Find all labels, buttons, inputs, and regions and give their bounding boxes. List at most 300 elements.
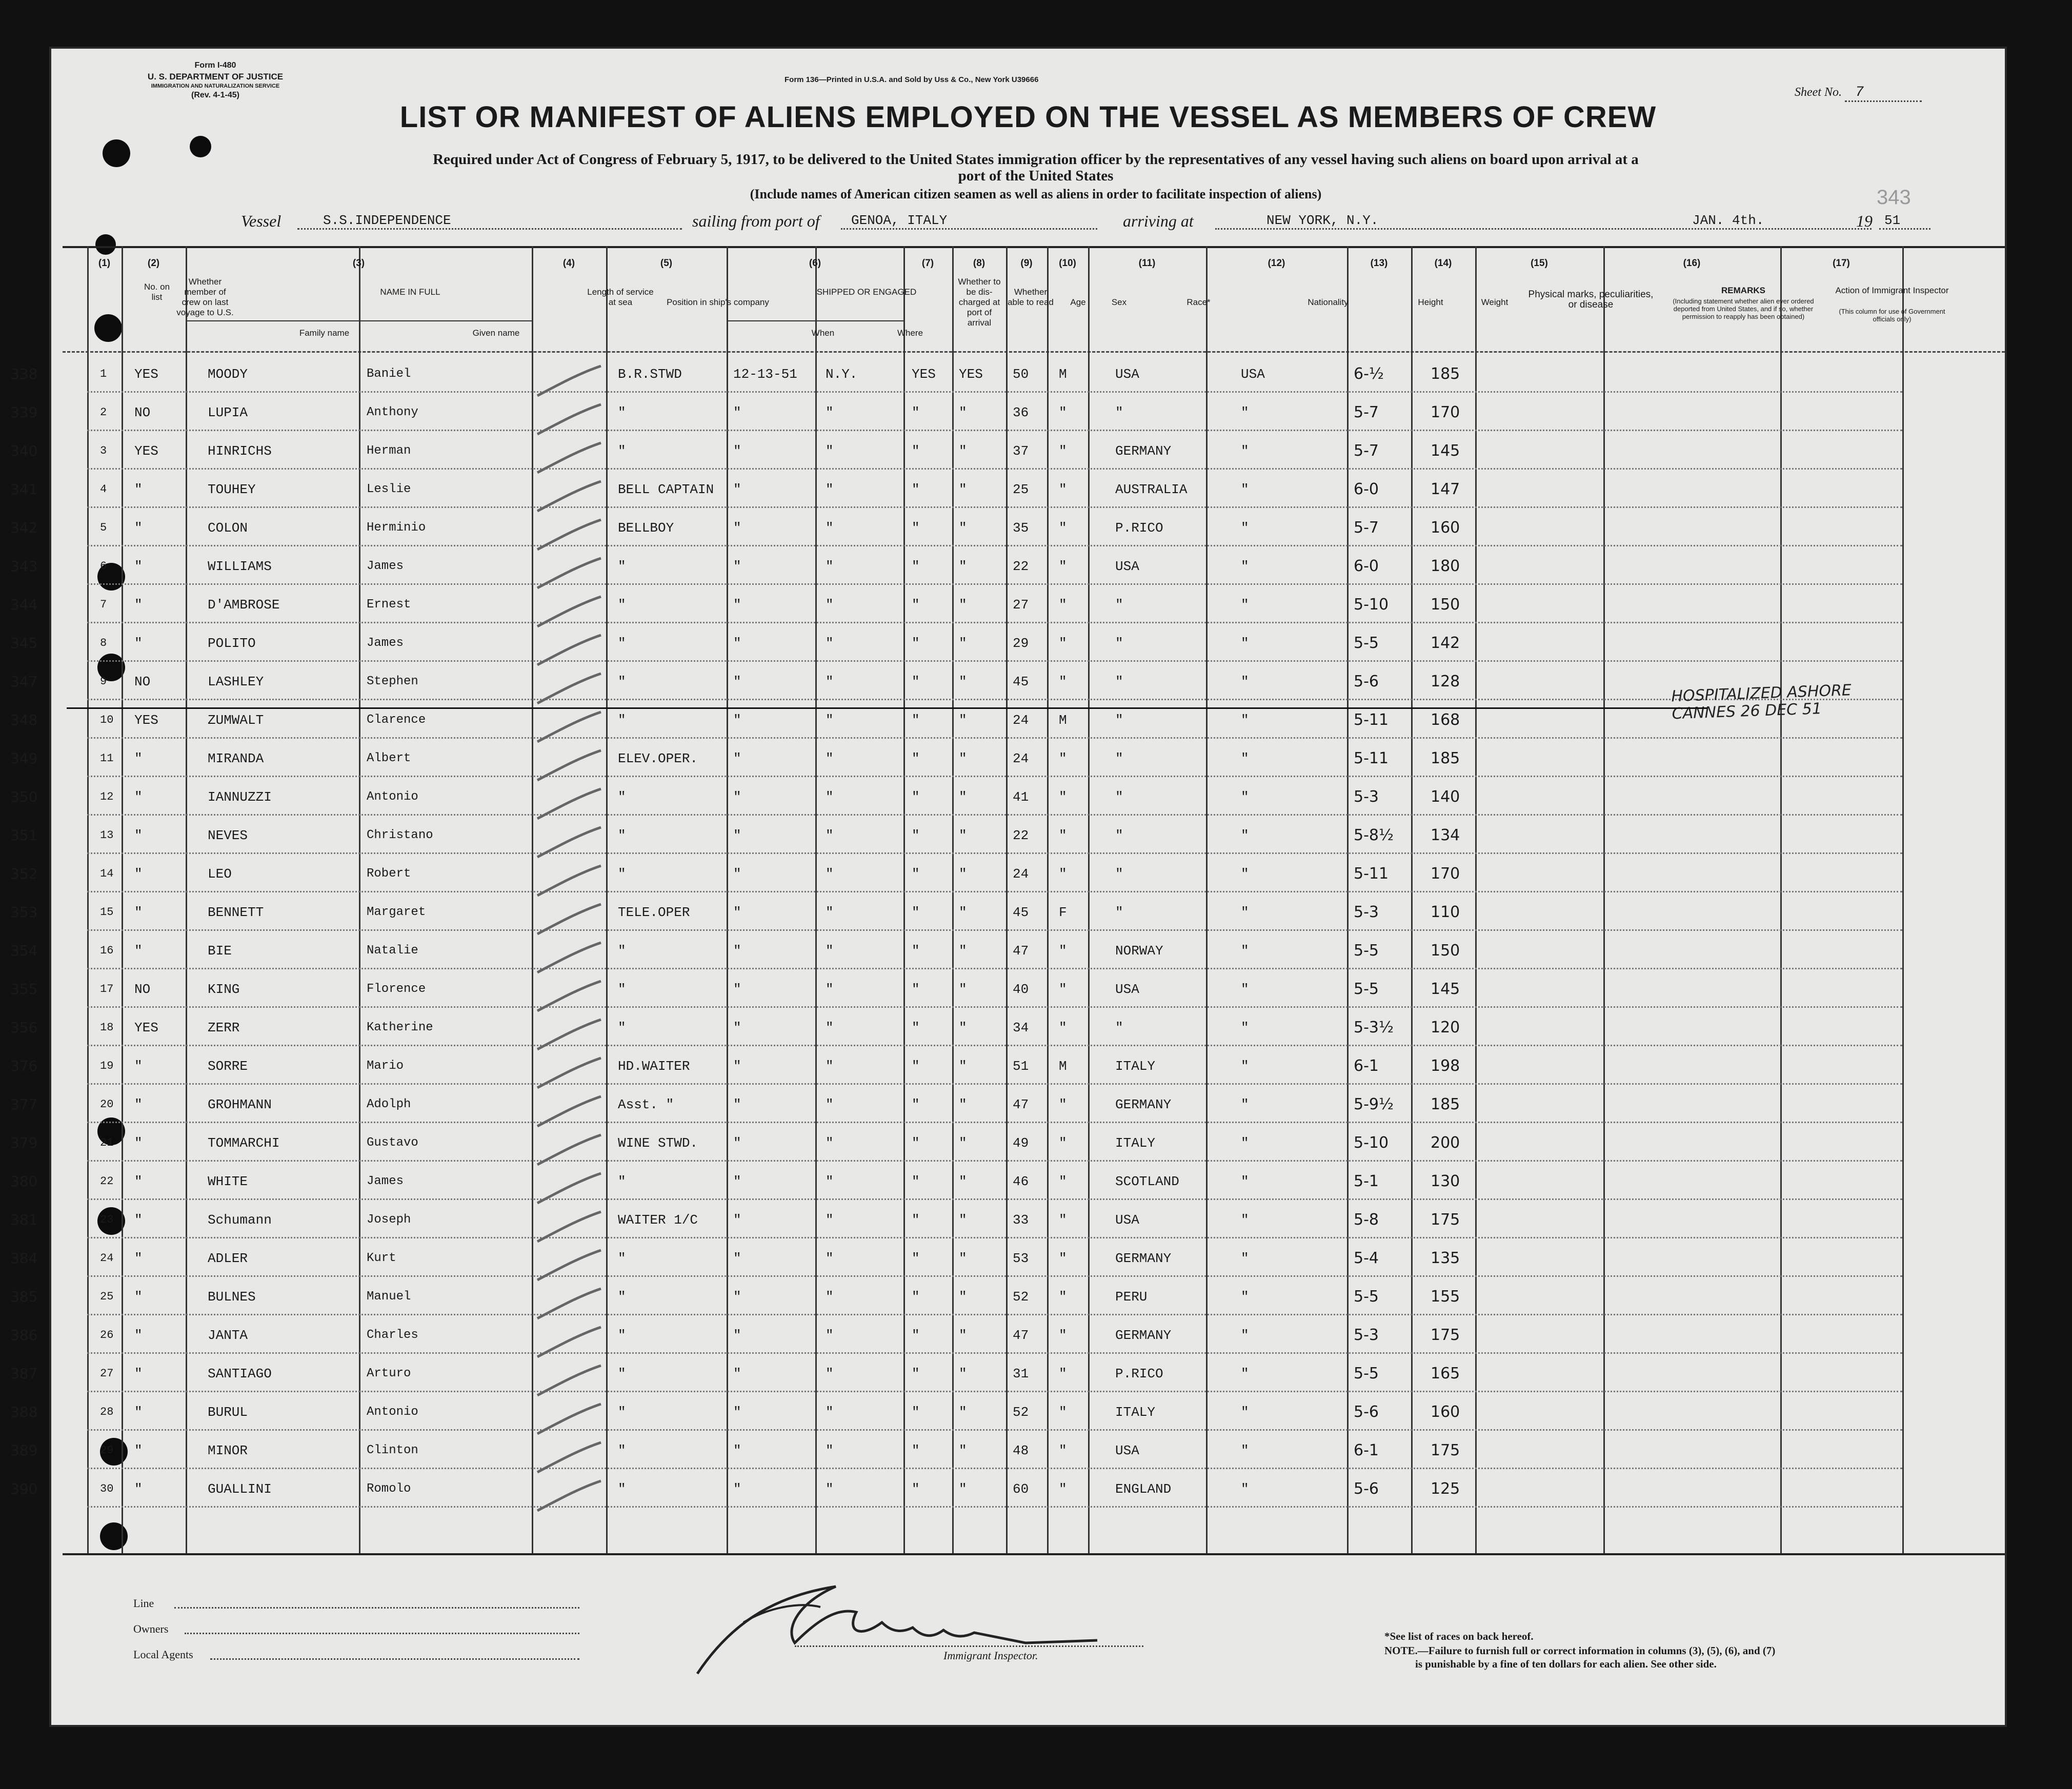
arriving-label: arriving at: [1123, 212, 1194, 230]
cell-left-index: 377: [10, 1096, 38, 1113]
cell-race: ": [1115, 636, 1123, 651]
stamp-number: 343: [1877, 186, 1911, 209]
races-note: *See list of races on back hereof.: [1384, 1630, 1534, 1642]
sheet-label: [1795, 85, 1922, 102]
cell-given-name: Adolph: [367, 1097, 411, 1111]
cell-crew-last-voyage: ": [134, 751, 143, 766]
cell-race: USA: [1115, 982, 1139, 997]
cell-crew-last-voyage: ": [134, 482, 143, 497]
cell-row-number: 7: [100, 598, 107, 611]
cell-given-name: Charles: [367, 1328, 418, 1342]
cell-weight: 145: [1431, 442, 1460, 460]
cell-position: ": [618, 1289, 626, 1305]
cell-shipped-where: ": [826, 751, 834, 766]
cell-weight: 140: [1431, 788, 1460, 806]
cell-able-to-read: ": [959, 789, 967, 805]
col-height: Height: [1418, 297, 1443, 307]
cell-given-name: Florence: [367, 982, 426, 996]
cell-given-name: Margaret: [367, 905, 426, 919]
cell-shipped-where: ": [826, 1443, 834, 1458]
cell-position: BELL CAPTAIN: [618, 482, 714, 497]
cell-race: ": [1115, 1020, 1123, 1035]
cell-shipped-when: ": [733, 1212, 741, 1228]
cell-discharged: ": [912, 1020, 920, 1035]
cell-row-number: 6: [100, 560, 107, 573]
service-stroke: [537, 750, 601, 780]
cell-row-number: 12: [100, 790, 114, 803]
service-stroke: [537, 520, 601, 550]
column-number: (13): [1370, 258, 1388, 269]
cell-race: GERMANY: [1115, 1097, 1172, 1112]
cell-race: P.RICO: [1115, 1366, 1163, 1381]
cell-shipped-where: ": [826, 789, 834, 805]
footer-line-label: Line: [133, 1597, 154, 1610]
cell-discharged: ": [912, 1405, 920, 1420]
inspector-field: [795, 1645, 1143, 1647]
cell-row-number: 1: [100, 368, 107, 380]
cell-height: 5-10: [1354, 596, 1389, 614]
cell-height: 5-6: [1354, 1403, 1379, 1421]
cell-shipped-when: ": [733, 1405, 741, 1420]
service-stroke: [537, 674, 601, 703]
subtitle: [164, 151, 1907, 202]
cell-row-number: 13: [100, 829, 114, 842]
cell-given-name: Mario: [367, 1059, 404, 1073]
punch-hole: [103, 139, 130, 167]
cell-discharged: ": [912, 1366, 920, 1381]
cell-row-number: 28: [100, 1406, 114, 1418]
cell-height: 5-11: [1354, 865, 1389, 883]
service-stroke: [537, 789, 601, 819]
cell-family-name: GROHMANN: [208, 1097, 272, 1112]
cell-weight: 175: [1431, 1211, 1460, 1229]
table-row: [10, 788, 2005, 828]
cell-age: 53: [1013, 1251, 1029, 1266]
service-stroke: [537, 1212, 601, 1242]
cell-row-number: 15: [100, 906, 114, 919]
col-crew-last-voyage: Whether member of crew on last voyage to U.S.: [176, 277, 234, 317]
cell-nationality: ": [1241, 1251, 1249, 1266]
cell-family-name: KING: [208, 982, 240, 997]
cell-shipped-where: ": [826, 1212, 834, 1228]
cell-race: USA: [1115, 367, 1139, 382]
cell-family-name: WHITE: [208, 1174, 248, 1189]
cell-given-name: Clarence: [367, 713, 426, 727]
cell-race: ITALY: [1115, 1059, 1156, 1074]
punch-hole: [95, 234, 116, 255]
cell-shipped-where: ": [826, 443, 834, 459]
cell-age: 24: [1013, 713, 1029, 728]
col-weight: Weight: [1481, 297, 1508, 307]
cell-age: 36: [1013, 405, 1029, 420]
cell-nationality: ": [1241, 1097, 1249, 1112]
cell-position: ": [618, 1405, 626, 1420]
cell-shipped-where: ": [826, 1289, 834, 1305]
col-family-name: Family name: [299, 328, 350, 338]
cell-left-index: 384: [10, 1250, 38, 1267]
cell-able-to-read: ": [959, 559, 967, 574]
cell-weight: 130: [1431, 1172, 1460, 1190]
table-row: [10, 1441, 2005, 1481]
cell-family-name: D'AMBROSE: [208, 597, 280, 613]
cell-able-to-read: ": [959, 1097, 967, 1112]
cell-weight: 160: [1431, 519, 1460, 537]
service-stroke: [537, 481, 601, 511]
cell-crew-last-voyage: ": [134, 1366, 143, 1381]
cell-crew-last-voyage: YES: [134, 1020, 158, 1035]
cell-able-to-read: ": [959, 751, 967, 766]
cell-height: 5-3½: [1354, 1019, 1394, 1036]
cell-position: ": [618, 982, 626, 997]
cell-age: 50: [1013, 367, 1029, 382]
cell-family-name: SORRE: [208, 1059, 248, 1074]
cell-shipped-when: ": [733, 1289, 741, 1305]
column-number: (9): [1020, 258, 1033, 269]
cell-discharged: ": [912, 1212, 920, 1228]
cell-position: ": [618, 1251, 626, 1266]
cell-shipped-when: ": [733, 597, 741, 613]
cell-shipped-when: ": [733, 1328, 741, 1343]
cell-weight: 125: [1431, 1480, 1460, 1498]
cell-weight: 135: [1431, 1249, 1460, 1267]
col-where: Where: [897, 328, 923, 338]
cell-given-name: Anthony: [367, 405, 418, 419]
cell-able-to-read: ": [959, 943, 967, 959]
service-mark: [533, 1440, 605, 1476]
cell-age: 29: [1013, 636, 1029, 651]
inspector-label: Immigrant Inspector.: [943, 1649, 1038, 1662]
cell-left-index: 389: [10, 1442, 38, 1459]
punch-hole: [100, 1522, 128, 1550]
cell-able-to-read: ": [959, 482, 967, 497]
cell-discharged: ": [912, 597, 920, 613]
cell-race: ": [1115, 828, 1123, 843]
cell-sex: ": [1059, 789, 1067, 805]
cell-position: ": [618, 1443, 626, 1458]
cell-age: 35: [1013, 520, 1029, 536]
service-mark: [533, 595, 605, 631]
cell-age: 24: [1013, 866, 1029, 882]
cell-left-index: 387: [10, 1365, 38, 1382]
cell-age: 33: [1013, 1212, 1029, 1228]
cell-left-index: 355: [10, 981, 38, 998]
cell-family-name: HINRICHS: [208, 443, 272, 459]
cell-crew-last-voyage: ": [134, 1059, 143, 1074]
cell-race: USA: [1115, 1212, 1139, 1228]
col-remarks: REMARKS: [1721, 286, 1765, 295]
cell-position: ": [618, 674, 626, 689]
table-row: [10, 1326, 2005, 1366]
cell-shipped-when: ": [733, 1443, 741, 1458]
cell-nationality: ": [1241, 1481, 1249, 1497]
cell-given-name: Natalie: [367, 944, 418, 958]
cell-crew-last-voyage: ": [134, 1289, 143, 1305]
cell-given-name: Katherine: [367, 1021, 433, 1034]
table-row: [10, 865, 2005, 905]
cell-height: 6-0: [1354, 480, 1379, 498]
cell-weight: 128: [1431, 673, 1460, 690]
cell-shipped-where: ": [826, 405, 834, 420]
cell-shipped-when: ": [733, 636, 741, 651]
cell-age: 51: [1013, 1059, 1029, 1074]
column-number: (4): [562, 258, 575, 269]
cell-discharged: ": [912, 674, 920, 689]
cell-shipped-where: ": [826, 1059, 834, 1074]
cell-left-index: 347: [10, 673, 38, 690]
footer-agents-label: Local Agents: [133, 1648, 193, 1661]
cell-left-index: 353: [10, 904, 38, 921]
cell-able-to-read: ": [959, 1059, 967, 1074]
cell-height: 6-0: [1354, 557, 1379, 575]
cell-crew-last-voyage: ": [134, 1212, 143, 1228]
cell-row-number: 26: [100, 1329, 114, 1341]
cell-shipped-when: ": [733, 982, 741, 997]
cell-position: ": [618, 1366, 626, 1381]
col-physical: Physical marks, peculiarities, or disease: [1528, 289, 1654, 310]
cell-height: 5-6: [1354, 1480, 1379, 1498]
service-mark: [533, 748, 605, 784]
cell-sex: ": [1059, 1328, 1067, 1343]
cell-position: ": [618, 713, 626, 728]
form-info: [133, 60, 297, 101]
cell-race: SCOTLAND: [1115, 1174, 1179, 1189]
cell-nationality: ": [1241, 943, 1249, 959]
cell-row-number: 23: [100, 1213, 114, 1226]
footer-owners-label: Owners: [133, 1622, 169, 1635]
cell-shipped-when: ": [733, 1097, 741, 1112]
cell-nationality: ": [1241, 674, 1249, 689]
cell-left-index: 381: [10, 1211, 38, 1228]
cell-nationality: ": [1241, 1212, 1249, 1228]
service-stroke: [537, 943, 601, 972]
cell-able-to-read: ": [959, 1212, 967, 1228]
table-row: [10, 596, 2005, 636]
cell-given-name: James: [367, 1174, 404, 1188]
cell-shipped-when: ": [733, 405, 741, 420]
cell-family-name: NEVES: [208, 828, 248, 843]
cell-able-to-read: ": [959, 982, 967, 997]
cell-sex: ": [1059, 636, 1067, 651]
vessel-name: S.S.INDEPENDENCE: [297, 213, 682, 230]
column-number: (16): [1683, 258, 1701, 269]
cell-height: 6-1: [1354, 1441, 1379, 1459]
cell-family-name: MINOR: [208, 1443, 248, 1458]
cell-nationality: ": [1241, 1135, 1249, 1151]
cell-row-number: 18: [100, 1021, 114, 1034]
department: U. S. DEPARTMENT OF JUSTICE: [147, 72, 284, 82]
cell-given-name: James: [367, 559, 404, 573]
cell-left-index: 338: [10, 365, 38, 382]
cell-race: ": [1115, 405, 1123, 420]
cell-discharged: ": [912, 789, 920, 805]
cell-given-name: Manuel: [367, 1290, 411, 1304]
cell-shipped-when: ": [733, 828, 741, 843]
table-row: [10, 1403, 2005, 1443]
cell-row-number: 21: [100, 1136, 114, 1149]
cell-nationality: ": [1241, 405, 1249, 420]
cell-crew-last-voyage: YES: [134, 367, 158, 382]
cell-sex: ": [1059, 1097, 1067, 1112]
cell-height: 5-1: [1354, 1172, 1379, 1190]
service-mark: [533, 1171, 605, 1207]
cell-discharged: ": [912, 1059, 920, 1074]
cell-shipped-when: ": [733, 1251, 741, 1266]
cell-position: ": [618, 1174, 626, 1189]
cell-left-index: 350: [10, 788, 38, 805]
column-number: (12): [1268, 258, 1285, 269]
table-row: [10, 749, 2005, 789]
service-mark: [533, 1056, 605, 1092]
cell-discharged: ": [912, 1289, 920, 1305]
cell-nationality: ": [1241, 559, 1249, 574]
cell-weight: 170: [1431, 865, 1460, 883]
cell-sex: ": [1059, 1251, 1067, 1266]
col-name-in-full: NAME IN FULL: [380, 287, 440, 297]
service-mark: [533, 1210, 605, 1246]
table-bottom-border: [63, 1553, 2005, 1555]
cell-weight: 185: [1431, 1095, 1460, 1113]
cell-shipped-where: ": [826, 1174, 834, 1189]
service-mark: [533, 864, 605, 900]
cell-left-index: 348: [10, 711, 38, 728]
service-stroke: [537, 1173, 601, 1203]
arrival-date: JAN. 4th.: [1651, 213, 1872, 230]
column-number: (1): [98, 258, 111, 269]
subtitle-line: port of the United States: [958, 168, 1114, 184]
cell-shipped-where: ": [826, 828, 834, 843]
service-mark: [533, 1287, 605, 1323]
cell-shipped-where: ": [826, 482, 834, 497]
cell-race: ITALY: [1115, 1135, 1156, 1151]
cell-given-name: Robert: [367, 867, 411, 881]
cell-age: 41: [1013, 789, 1029, 805]
cell-able-to-read: ": [959, 1328, 967, 1343]
cell-weight: 175: [1431, 1326, 1460, 1344]
cell-discharged: ": [912, 751, 920, 766]
cell-race: GERMANY: [1115, 1328, 1172, 1343]
cell-weight: 165: [1431, 1365, 1460, 1383]
cell-weight: 110: [1431, 903, 1460, 921]
remark-note: HOSPITALIZED ASHORE CANNES 26 DEC 51: [1671, 681, 1852, 723]
cell-crew-last-voyage: ": [134, 1443, 143, 1458]
cell-shipped-where: ": [826, 1020, 834, 1035]
cell-age: 37: [1013, 443, 1029, 459]
service-stroke: [537, 1096, 601, 1126]
note-label: NOTE.: [1384, 1644, 1418, 1657]
cell-crew-last-voyage: ": [134, 597, 143, 613]
cell-sex: ": [1059, 943, 1067, 959]
service-stroke: [537, 443, 601, 473]
cell-given-name: Stephen: [367, 675, 418, 688]
cell-family-name: ADLER: [208, 1251, 248, 1266]
cell-shipped-when: ": [733, 559, 741, 574]
cell-crew-last-voyage: ": [134, 905, 143, 920]
service-mark: [533, 1094, 605, 1130]
cell-position: WINE STWD.: [618, 1135, 698, 1151]
cell-sex: ": [1059, 982, 1067, 997]
cell-height: 5-8½: [1354, 826, 1394, 844]
cell-height: 5-5: [1354, 634, 1379, 652]
cell-crew-last-voyage: NO: [134, 405, 151, 420]
cell-weight: 142: [1431, 634, 1460, 652]
service-mark: [533, 787, 605, 823]
service-mark: [533, 364, 605, 400]
cell-left-index: 341: [10, 481, 38, 498]
cell-able-to-read: ": [959, 713, 967, 728]
cell-race: PERU: [1115, 1289, 1148, 1305]
cell-given-name: Ernest: [367, 598, 411, 612]
cell-row-number: 11: [100, 752, 114, 765]
cell-family-name: GUALLINI: [208, 1481, 272, 1497]
service-mark: [533, 672, 605, 707]
service: IMMIGRATION AND NATURALIZATION SERVICE: [151, 83, 280, 89]
cell-age: 27: [1013, 597, 1029, 613]
cell-position: WAITER 1/C: [618, 1212, 698, 1228]
cell-shipped-when: ": [733, 674, 741, 689]
cell-weight: 198: [1431, 1057, 1460, 1075]
service-stroke: [537, 597, 601, 626]
cell-discharged: ": [912, 405, 920, 420]
cell-row-number: 22: [100, 1175, 114, 1188]
cell-position: HD.WAITER: [618, 1059, 690, 1074]
cell-shipped-where: ": [826, 982, 834, 997]
cell-discharged: ": [912, 636, 920, 651]
cell-shipped-where: ": [826, 636, 834, 651]
cell-race: ITALY: [1115, 1405, 1156, 1420]
cell-nationality: ": [1241, 1443, 1249, 1458]
col-race: Race*: [1186, 297, 1211, 307]
col-position: Position in ship's company: [667, 297, 769, 307]
cell-age: 52: [1013, 1405, 1029, 1420]
service-mark: [533, 1325, 605, 1361]
cell-left-index: 386: [10, 1327, 38, 1344]
sailing-label: sailing from port of: [692, 212, 820, 230]
punch-hole: [94, 314, 122, 342]
cell-shipped-when: ": [733, 713, 741, 728]
service-stroke: [537, 1442, 601, 1472]
cell-discharged: ": [912, 905, 920, 920]
table-row: [10, 557, 2005, 597]
table-row: [10, 903, 2005, 943]
cell-able-to-read: ": [959, 1020, 967, 1035]
cell-sex: ": [1059, 1366, 1067, 1381]
cell-sex: ": [1059, 866, 1067, 882]
table-row: [10, 634, 2005, 674]
table-row: [10, 942, 2005, 982]
cell-position: ": [618, 405, 626, 420]
cell-height: 5-5: [1354, 942, 1379, 960]
cell-family-name: BURUL: [208, 1405, 248, 1420]
cell-family-name: BULNES: [208, 1289, 256, 1305]
cell-able-to-read: ": [959, 1289, 967, 1305]
cell-crew-last-voyage: ": [134, 943, 143, 959]
cell-sex: M: [1059, 1059, 1067, 1074]
cell-family-name: ZUMWALT: [208, 713, 264, 728]
cell-nationality: ": [1241, 1405, 1249, 1420]
cell-position: ": [618, 636, 626, 651]
cell-given-name: Christano: [367, 828, 433, 842]
cell-weight: 134: [1431, 826, 1460, 844]
cell-crew-last-voyage: ": [134, 1174, 143, 1189]
service-stroke: [537, 558, 601, 588]
cell-age: 40: [1013, 982, 1029, 997]
cell-sex: M: [1059, 367, 1067, 382]
cell-nationality: ": [1241, 1366, 1249, 1381]
table-row: [10, 1057, 2005, 1097]
cell-nationality: ": [1241, 751, 1249, 766]
cell-family-name: ZERR: [208, 1020, 240, 1035]
service-stroke: [537, 1289, 601, 1318]
